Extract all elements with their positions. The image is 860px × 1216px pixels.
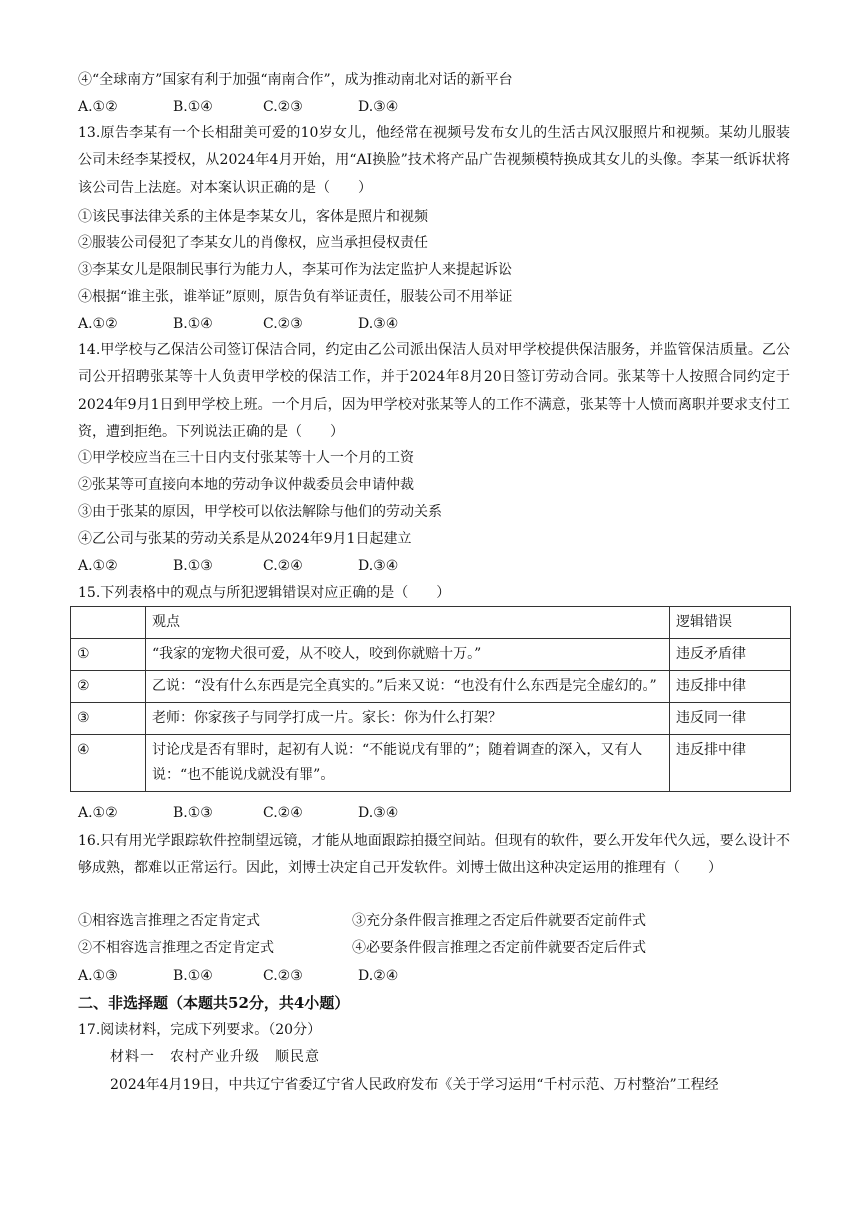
- choice-a: A.①②: [78, 99, 118, 115]
- choice-c: C.②③: [263, 316, 303, 332]
- choice-a: A.①②: [78, 805, 118, 821]
- q14-statement-4: ④乙公司与张某的劳动关系是从2024年9月1日起建立: [78, 531, 412, 547]
- row-number: ①: [71, 639, 146, 671]
- table-header-cell: 逻辑错误: [670, 607, 791, 639]
- choice-b: B.①④: [173, 316, 213, 332]
- q16-statement-1: ①相容选言推理之否定肯定式: [78, 913, 260, 929]
- choice-d: D.③④: [358, 316, 399, 332]
- q14-stem: 14.甲学校与乙保洁公司签订保洁合同，约定由乙公司派出保洁人员对甲学校提供保洁服务，并监管保洁质量。乙公司公开招聘张某等十人负责甲学校的保洁工作，并于2024年8月20日签订劳动合同。张某等十人按照合同约定于2024年9月1日到甲学校上班。一个月后，因为甲学校对张某等人的工作不满意，张某等十人愤而离职并要求支付工资，遭到拒绝。下列说法正确的是（ ）: [78, 342, 790, 441]
- choice-d: D.②④: [358, 968, 399, 984]
- q13-statement-4: ④根据“谁主张，谁举证”原则，原告负有举证责任，服装公司不用举证: [78, 289, 513, 305]
- choice-b: B.①④: [173, 99, 213, 115]
- choice-a: A.①②: [78, 316, 118, 332]
- row-viewpoint: 讨论戊是否有罪时，起初有人说：“不能说戊有罪的”；随着调查的深入，又有人说：“也不能说戊就没有罪”。: [146, 735, 670, 792]
- table-header-cell: [71, 607, 146, 639]
- row-number: ④: [71, 735, 146, 792]
- q16-statement-2: ②不相容选言推理之否定肯定式: [78, 940, 274, 956]
- q14-statement-2: ②张某等可直接向本地的劳动争议仲裁委员会申请仲裁: [78, 477, 414, 493]
- q14-statement-1: ①甲学校应当在三十日内支付张某等十人一个月的工资: [78, 450, 414, 466]
- choice-c: C.②③: [263, 99, 303, 115]
- section-heading: 二、非选择题（本题共52分，共4小题）: [78, 994, 350, 1012]
- q16-stem: 16.只有用光学跟踪软件控制望远镜，才能从地面跟踪拍摄空间站。但现有的软件，要么开发年代久远，要么设计不够成熟，都难以正常运行。因此，刘博士决定自己开发软件。刘博士做出这种决定运用的推理有（ ）: [78, 833, 790, 877]
- table-header-cell: 观点: [146, 607, 670, 639]
- q13-statement-2: ②服装公司侵犯了李某女儿的肖像权，应当承担侵权责任: [78, 235, 428, 251]
- table-row: [71, 639, 791, 671]
- q16-statement-3: ③充分条件假言推理之否定后件就要否定前件式: [352, 913, 646, 929]
- choice-a: A.①③: [78, 968, 118, 984]
- q15-choices: [78, 803, 398, 823]
- row-error: 违反排中律: [670, 671, 791, 703]
- q16-statement-4: ④必要条件假言推理之否定前件就要否定后件式: [352, 940, 646, 956]
- q16-statements-row-2: [78, 938, 790, 958]
- q16-choices: [78, 966, 398, 986]
- row-number: ②: [71, 671, 146, 703]
- material-1-title: 材料一 农村产业升级 顺民意: [110, 1049, 320, 1065]
- material-1-text: 2024年4月19日，中共辽宁省委辽宁省人民政府发布《关于学习运用“千村示范、万村整治”工程经: [110, 1077, 719, 1093]
- row-error: 违反排中律: [670, 735, 791, 792]
- choice-b: B.①③: [173, 558, 213, 574]
- q12-choices: [78, 97, 398, 117]
- q13-stem: 13.原告李某有一个长相甜美可爱的10岁女儿，他经常在视频号发布女儿的生活古风汉服照片和视频。某幼儿服装公司未经李某授权，从2024年4月开始，用“AI换脸”技术将产品广告视频模特换成其女儿的头像。李某一纸诉状将该公司告上法庭。对本案认识正确的是（ ）: [78, 125, 790, 196]
- choice-d: D.③④: [358, 99, 399, 115]
- row-error: 违反同一律: [670, 703, 791, 735]
- q12-option-4: ④“全球南方”国家有利于加强“南南合作”，成为推动南北对话的新平台: [78, 72, 513, 88]
- choice-b: B.①③: [173, 805, 213, 821]
- table-row: [71, 703, 791, 735]
- row-viewpoint: 乙说：“没有什么东西是完全真实的。”后来又说：“也没有什么东西是完全虚幻的。”: [146, 671, 670, 703]
- choice-a: A.①②: [78, 558, 118, 574]
- row-number: ③: [71, 703, 146, 735]
- q13-statement-1: ①该民事法律关系的主体是李某女儿，客体是照片和视频: [78, 209, 428, 225]
- q16-statements-row-1: [78, 911, 790, 931]
- row-error: 违反矛盾律: [670, 639, 791, 671]
- choice-d: D.③④: [358, 805, 399, 821]
- table-header-row: [71, 607, 791, 639]
- table-row: [71, 671, 791, 703]
- choice-c: C.②③: [263, 968, 303, 984]
- q13-choices: [78, 314, 398, 334]
- row-viewpoint: “我家的宠物犬很可爱，从不咬人，咬到你就赔十万。”: [146, 639, 670, 671]
- q13-statement-3: ③李某女儿是限制民事行为能力人，李某可作为法定监护人来提起诉讼: [78, 262, 512, 278]
- choice-c: C.②④: [263, 558, 303, 574]
- q14-statement-3: ③由于张某的原因，甲学校可以依法解除与他们的劳动关系: [78, 504, 442, 520]
- q15-table: [70, 606, 791, 792]
- q15-stem: 15.下列表格中的观点与所犯逻辑错误对应正确的是（ ）: [78, 585, 451, 601]
- choice-b: B.①④: [173, 968, 213, 984]
- choice-c: C.②④: [263, 805, 303, 821]
- table-row: [71, 735, 791, 792]
- row-viewpoint: 老师：你家孩子与同学打成一片。家长：你为什么打架？: [146, 703, 670, 735]
- choice-d: D.③④: [358, 558, 399, 574]
- q17-stem: 17.阅读材料，完成下列要求。（20分）: [78, 1022, 322, 1038]
- q14-choices: [78, 556, 398, 576]
